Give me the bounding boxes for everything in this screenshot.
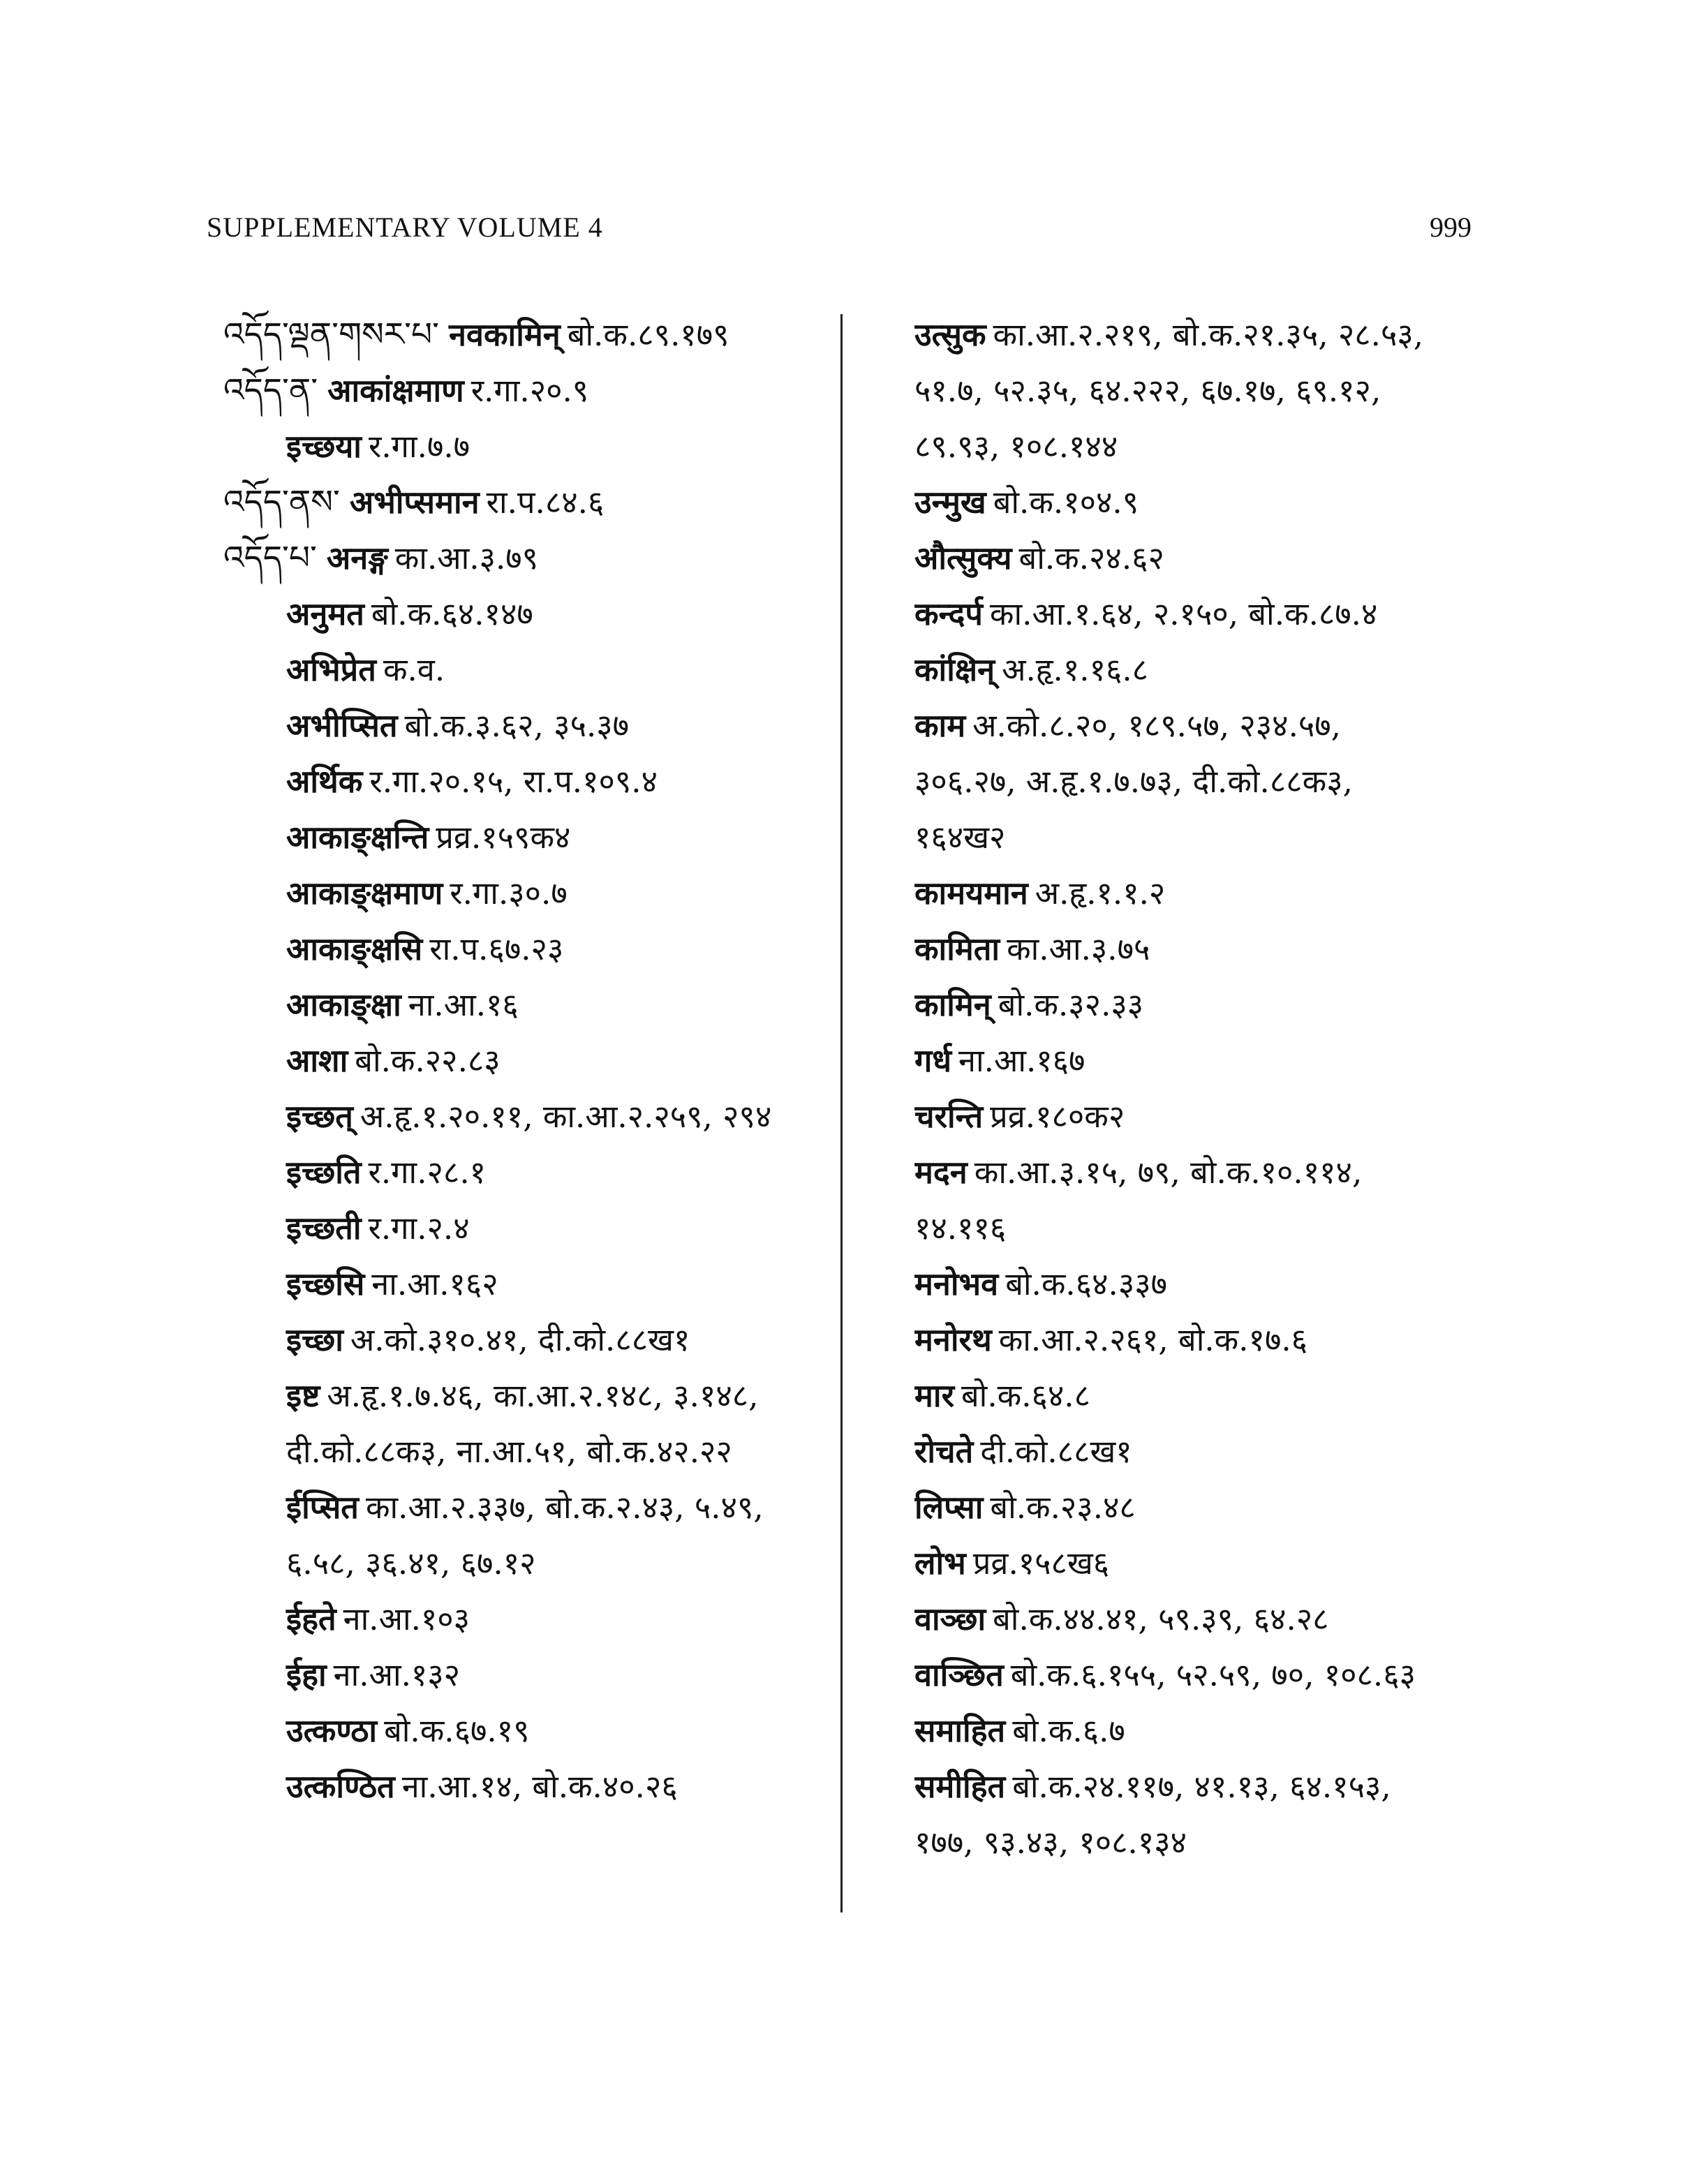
- index-entry: [223, 810, 831, 866]
- source-references: बो.क.६४.८: [961, 1377, 1091, 1414]
- sanskrit-headword: इष्ट: [286, 1377, 320, 1414]
- source-references: ३०६.२७, अ.हृ.१.७.७३, दी.को.८८क३,: [914, 763, 1353, 800]
- source-references: र.गा.२.४: [368, 1210, 470, 1247]
- source-references: बो.क.६.१५५, ५२.५९, ७०, १०८.६३: [1010, 1656, 1416, 1693]
- sanskrit-headword: कामयमान: [914, 875, 1028, 912]
- sanskrit-headword: अर्थिक: [286, 763, 363, 800]
- source-references: प्रव्र.१५८ख६: [972, 1545, 1110, 1582]
- index-entry: [914, 1815, 1654, 1871]
- sanskrit-headword: आकाङ्क्षमाण: [286, 875, 443, 912]
- index-entry: [223, 1591, 831, 1647]
- sanskrit-headword: मनोभव: [914, 1265, 999, 1302]
- index-entry: [223, 419, 831, 475]
- sanskrit-headword: वाञ्छा: [914, 1600, 986, 1637]
- index-entry: [914, 1089, 1654, 1145]
- index-entry: [223, 1145, 831, 1201]
- sanskrit-headword: आशा: [286, 1042, 348, 1079]
- source-references: बो.क.८९.१७९: [567, 316, 729, 353]
- index-entry: [223, 1480, 831, 1536]
- source-references: ना.आ.१४, बो.क.४०.२६: [401, 1768, 678, 1805]
- sanskrit-headword: आकाङ्क्षन्ति: [286, 819, 429, 856]
- index-entry: [914, 1591, 1654, 1647]
- source-references: दी.को.८८ख१: [980, 1433, 1132, 1470]
- index-entry: [223, 1536, 831, 1591]
- index-entry: [223, 1033, 831, 1089]
- running-header: SUPPLEMENTARY VOLUME 4: [207, 211, 603, 243]
- index-entry: [223, 642, 831, 698]
- left-column: [223, 307, 831, 1815]
- source-references: र.गा.२०.९: [470, 372, 589, 409]
- index-entry: [914, 1424, 1654, 1480]
- source-references: बो.क.१०४.९: [993, 484, 1139, 521]
- source-references: अ.हृ.१.१६.८: [1002, 651, 1149, 688]
- sanskrit-headword: उत्कण्ठित: [286, 1768, 395, 1805]
- source-references: र.गा.३०.७: [450, 875, 568, 912]
- index-entry: [914, 586, 1654, 642]
- source-references: रा.प.८४.६: [486, 484, 605, 521]
- index-entry: [914, 1536, 1654, 1591]
- source-references: बो.क.३२.३३: [998, 986, 1144, 1023]
- sanskrit-headword: कांक्षिन्: [914, 651, 995, 688]
- index-entry: [914, 1145, 1654, 1201]
- index-entry: [914, 307, 1654, 363]
- index-entry: [914, 1201, 1654, 1256]
- sanskrit-headword: औत्सुक्य: [914, 540, 1012, 577]
- tibetan-headword: འདོད་ན་: [223, 371, 318, 410]
- index-entry: [223, 363, 831, 419]
- column-divider: [840, 314, 843, 1912]
- source-references: क.व.: [383, 651, 445, 688]
- source-references: अ.हृ.१.१.२: [1035, 875, 1166, 912]
- index-entry: [914, 1703, 1654, 1759]
- index-entry: [223, 1424, 831, 1480]
- source-references: अ.हृ.१.७.४६, का.आ.२.१४८, ३.१४८,: [327, 1377, 759, 1414]
- source-references: बो.क.६.७: [1012, 1712, 1125, 1749]
- index-entry: [914, 642, 1654, 698]
- sanskrit-headword: अभीप्सित: [286, 707, 398, 744]
- sanskrit-headword: लिप्सा: [914, 1489, 984, 1526]
- sanskrit-headword: कामिन्: [914, 986, 991, 1023]
- index-entry: [914, 1647, 1654, 1703]
- source-references: ना.आ.१३२: [333, 1656, 461, 1693]
- index-entry: [223, 1312, 831, 1368]
- source-references: बो.क.२२.८३: [355, 1042, 501, 1079]
- index-entry: [223, 1256, 831, 1312]
- sanskrit-headword: रोचते: [914, 1433, 974, 1470]
- sanskrit-headword: आकाङ्क्षसि: [286, 930, 423, 967]
- index-entry: [914, 530, 1654, 586]
- source-references: र.गा.७.७: [368, 428, 470, 465]
- source-references: र.गा.२८.१: [368, 1154, 487, 1191]
- sanskrit-headword: समीहित: [914, 1768, 1006, 1805]
- source-references: १६४ख२: [914, 819, 1006, 856]
- index-entry: [914, 1312, 1654, 1368]
- source-references: र.गा.२०.१५, रा.प.१०९.४: [369, 763, 658, 800]
- sanskrit-headword: चरन्ति: [914, 1098, 984, 1135]
- index-entry: [914, 921, 1654, 977]
- index-entry: [223, 1759, 831, 1815]
- source-references: ५१.७, ५२.३५, ६४.२२२, ६७.१७, ६९.१२,: [914, 372, 1381, 409]
- source-references: का.आ.२.३३७, बो.क.२.४३, ५.४९,: [365, 1489, 764, 1526]
- index-entry: [223, 307, 831, 363]
- source-references: ना.आ.१६२: [371, 1265, 498, 1302]
- source-references: बो.क.२४.११७, ४१.१३, ६४.१५३,: [1012, 1768, 1391, 1805]
- index-entry: [223, 586, 831, 642]
- index-entry: [223, 1647, 831, 1703]
- source-references: अ.को.३१०.४१, दी.को.८८ख१: [350, 1321, 690, 1358]
- source-references: बो.क.६४.१४७: [371, 595, 533, 632]
- sanskrit-headword: ईहा: [286, 1656, 327, 1693]
- index-entry: [223, 1703, 831, 1759]
- index-entry: [914, 754, 1654, 810]
- sanskrit-headword: ईहते: [286, 1600, 336, 1637]
- source-references: प्रव्र.१५९क४: [436, 819, 571, 856]
- sanskrit-headword: इच्छा: [286, 1321, 343, 1358]
- index-entry: [914, 977, 1654, 1033]
- index-entry: [914, 1368, 1654, 1424]
- right-column: [914, 307, 1654, 1871]
- sanskrit-headword: इच्छसि: [286, 1265, 365, 1302]
- index-entry: [223, 921, 831, 977]
- index-entry: [914, 363, 1654, 419]
- source-references: का.आ.३.७९: [394, 540, 539, 577]
- source-references: बो.क.२३.४८: [990, 1489, 1136, 1526]
- sanskrit-headword: गर्ध: [914, 1042, 952, 1079]
- index-entry: [223, 866, 831, 921]
- tibetan-headword: འདོད་པ་: [223, 539, 317, 577]
- sanskrit-headword: उन्मुख: [914, 484, 986, 521]
- index-entry: [914, 866, 1654, 921]
- source-references: का.आ.२.२६१, बो.क.१७.६: [998, 1321, 1308, 1358]
- sanskrit-headword: मनोरथ: [914, 1321, 992, 1358]
- sanskrit-headword: काम: [914, 707, 966, 744]
- source-references: का.आ.२.२१९, बो.क.२१.३५, २८.५३,: [993, 316, 1424, 353]
- sanskrit-headword: आकांक्षमाण: [327, 372, 464, 409]
- index-entry: [914, 810, 1654, 866]
- sanskrit-headword: अभीप्समान: [349, 484, 480, 521]
- sanskrit-headword: इच्छती: [286, 1210, 362, 1247]
- index-entry: [223, 475, 831, 530]
- index-entry: [223, 754, 831, 810]
- index-entry: [914, 1759, 1654, 1815]
- sanskrit-headword: मार: [914, 1377, 954, 1414]
- sanskrit-headword: अनुमत: [286, 595, 364, 632]
- source-references: ६.५८, ३६.४१, ६७.१२: [286, 1545, 536, 1582]
- sanskrit-headword: इच्छया: [286, 428, 362, 465]
- source-references: का.आ.१.६४, २.१५०, बो.क.८७.४: [989, 595, 1378, 632]
- source-references: ना.आ.१६७: [958, 1042, 1085, 1079]
- index-entry: [223, 1368, 831, 1424]
- sanskrit-headword: कन्दर्प: [914, 595, 983, 632]
- index-entry: [914, 419, 1654, 475]
- index-entry: [914, 475, 1654, 530]
- tibetan-headword: འདོད་ནས་: [223, 483, 340, 521]
- sanskrit-headword: ईप्सित: [286, 1489, 359, 1526]
- source-references: का.आ.३.१५, ७९, बो.क.१०.११४,: [974, 1154, 1363, 1191]
- index-entry: [223, 1201, 831, 1256]
- sanskrit-headword: इच्छत्: [286, 1098, 353, 1135]
- sanskrit-headword: वाञ्छित: [914, 1656, 1004, 1693]
- source-references: ना.आ.१०३: [343, 1600, 470, 1637]
- sanskrit-headword: अनङ्ग: [326, 540, 388, 577]
- index-entry: [914, 1256, 1654, 1312]
- source-references: बो.क.६४.३३७: [1005, 1265, 1168, 1302]
- source-references: ८९.९३, १०८.१४४: [914, 428, 1118, 465]
- index-entry: [223, 1089, 831, 1145]
- index-entry: [914, 698, 1654, 754]
- sanskrit-headword: समाहित: [914, 1712, 1006, 1749]
- sanskrit-headword: लोभ: [914, 1545, 966, 1582]
- sanskrit-headword: नवकामिन्: [448, 316, 561, 353]
- sanskrit-headword: उत्सुक: [914, 316, 986, 353]
- source-references: रा.प.६७.२३: [429, 930, 564, 967]
- sanskrit-headword: मदन: [914, 1154, 968, 1191]
- source-references: बो.क.२४.६२: [1018, 540, 1164, 577]
- page-number: 999: [1430, 211, 1472, 243]
- index-entry: [223, 530, 831, 586]
- source-references: दी.को.८८क३, ना.आ.५१, बो.क.४२.२२: [286, 1433, 732, 1470]
- source-references: का.आ.३.७५: [1007, 930, 1150, 967]
- source-references: अ.हृ.१.२०.११, का.आ.२.२५९, २९४: [360, 1098, 772, 1135]
- index-entry: [223, 977, 831, 1033]
- source-references: बो.क.४४.४१, ५९.३९, ६४.२८: [993, 1600, 1329, 1637]
- sanskrit-headword: अभिप्रेत: [286, 651, 376, 688]
- index-entry: [223, 698, 831, 754]
- tibetan-headword: འདོད་ལྡན་གསར་པ་: [223, 315, 439, 354]
- source-references: ना.आ.१६: [408, 986, 519, 1023]
- source-references: बो.क.३.६२, ३५.३७: [404, 707, 630, 744]
- index-entry: [914, 1033, 1654, 1089]
- sanskrit-headword: इच्छति: [286, 1154, 362, 1191]
- source-references: बो.क.६७.१९: [384, 1712, 530, 1749]
- source-references: १७७, ९३.४३, १०८.१३४: [914, 1824, 1187, 1861]
- source-references: १४.११६: [914, 1210, 1007, 1247]
- sanskrit-headword: कामिता: [914, 930, 1000, 967]
- sanskrit-headword: उत्कण्ठा: [286, 1712, 378, 1749]
- source-references: अ.को.८.२०, १८९.५७, २३४.५७,: [972, 707, 1341, 744]
- sanskrit-headword: आकाङ्क्षा: [286, 986, 401, 1023]
- source-references: प्रव्र.१८०क२: [990, 1098, 1125, 1135]
- index-entry: [914, 1480, 1654, 1536]
